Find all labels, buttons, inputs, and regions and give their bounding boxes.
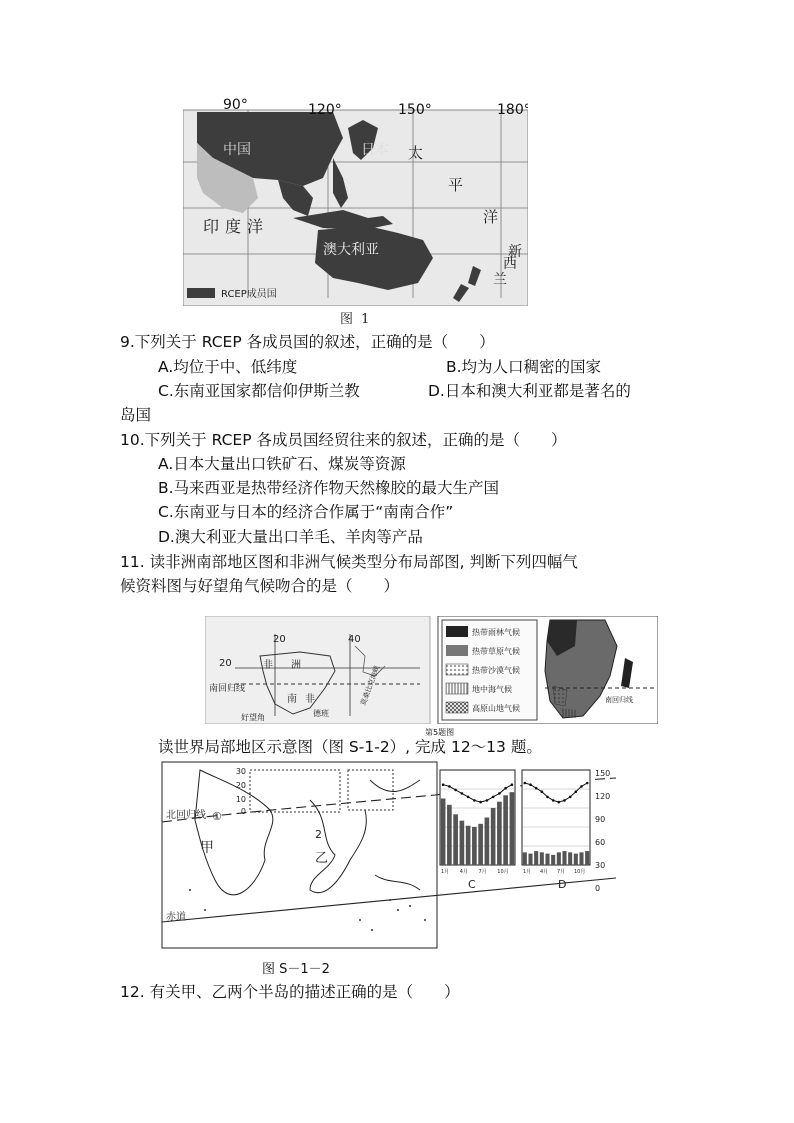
label-tropic-left: 南回归线 [209, 684, 246, 694]
label-australia: 澳大利亚 [323, 242, 379, 258]
precip-bar [557, 852, 561, 865]
temperature-point [479, 801, 482, 804]
label-nz-2: 西 [503, 256, 517, 272]
temperature-point [563, 799, 566, 802]
precip-bar [545, 854, 549, 865]
q10-stem: 10.下列关于 RCEP 各成员国经贸往来的叙述，正确的是（ ） [120, 431, 567, 449]
precip-bar [568, 852, 572, 865]
month-tick-label: 4月 [459, 869, 468, 875]
temperature-point [467, 796, 470, 799]
precip-bar [472, 827, 477, 865]
label-tropic-cancer: 北回归线 [166, 810, 206, 821]
precip-bar [510, 792, 515, 865]
chart-label-c: C [468, 878, 476, 891]
figure-1-map [183, 98, 528, 306]
label-jia: 甲 [200, 840, 214, 856]
q9-option-d: D.日本和澳大利亚都是著名的 [428, 382, 631, 400]
precip-bar [466, 826, 471, 865]
precip-bar [562, 851, 566, 865]
temperature-point [492, 796, 495, 799]
label-equator: 赤道 [166, 912, 186, 923]
lon-label-150: 150° [398, 102, 432, 118]
chart-label-d: D [558, 878, 567, 891]
month-tick-label: 7月 [557, 869, 566, 875]
temperature-point [552, 799, 555, 802]
temperature-point [558, 801, 561, 804]
figure-3 [160, 760, 618, 950]
month-tick-label: 4月 [540, 869, 549, 875]
precip-bar [585, 851, 589, 865]
africa-south-map-panel [205, 616, 430, 724]
precip-bar [478, 824, 483, 865]
lat-20-label: 20 [219, 658, 232, 669]
precip-bar [485, 818, 490, 866]
temperature-point [586, 782, 589, 785]
month-tick-label: 7月 [478, 869, 487, 875]
temperature-point [524, 782, 527, 785]
month-tick-label: 10月 [574, 869, 586, 875]
lon-label-180: 180° [497, 102, 528, 118]
month-tick-label: 1月 [523, 869, 532, 875]
temperature-point [473, 799, 476, 802]
temperature-point [442, 783, 445, 786]
figure-2 [205, 616, 658, 724]
precip-bar [441, 799, 446, 866]
precip-bar [491, 808, 496, 865]
q9-option-c: C.东南亚国家都信仰伊斯兰教 [158, 382, 360, 400]
label-nz-3: 兰 [493, 272, 507, 288]
precip-bar [574, 854, 578, 865]
q9-option-a: A.均位于中、低纬度 [158, 358, 298, 376]
precip-tick-90: 90 [595, 815, 606, 824]
precip-bar [460, 821, 465, 865]
q9-option-b: B.均为人口稠密的国家 [446, 358, 602, 376]
label-japan: 日本 [361, 142, 389, 158]
figure-2-svg [205, 616, 658, 724]
precip-bar [453, 814, 458, 865]
q10-option-a: A.日本大量出口铁矿石、煤炭等资源 [158, 455, 406, 473]
precip-bar [528, 854, 532, 865]
precip-bar [497, 802, 502, 865]
q11-line-1: 11. 读非洲南部地区图和非洲气候类型分布局部图, 判断下列四幅气 [120, 553, 578, 571]
lon-40-label: 40 [348, 634, 361, 645]
label-pacific-3: 洋 [483, 208, 499, 226]
precip-bar [579, 852, 583, 865]
label-indian-ocean: 印度洋 [203, 217, 270, 236]
figure-2-small-caption: 第5题图 [425, 728, 455, 737]
legend-highland: 高原山地气候 [472, 704, 520, 713]
precip-bar [534, 851, 538, 865]
precip-tick-150: 150 [595, 769, 611, 778]
label-pacific-2: 平 [448, 176, 464, 194]
label-nan: 南 [287, 694, 297, 705]
label-cape: 好望角 [241, 713, 265, 722]
temperature-point [575, 790, 578, 793]
label-nz-1: 新 [508, 244, 522, 260]
label-fei: 非 [263, 660, 273, 671]
label-yi: 乙 [315, 851, 329, 866]
legend-swatch [187, 288, 215, 298]
figure-1-caption: 图 1 [340, 312, 372, 327]
temperature-point [546, 796, 549, 799]
precip-bar [503, 795, 508, 865]
label-zhou: 洲 [291, 660, 301, 671]
label-pacific-1: 太 [408, 144, 424, 162]
temperature-point [454, 789, 457, 792]
precip-tick-60: 60 [595, 838, 606, 847]
climate-chart-d [522, 770, 590, 875]
q10-option-b: B.马来西亚是热带经济作物天然橡胶的最大生产国 [158, 479, 500, 497]
label-debang: 德班 [313, 709, 329, 718]
temperature-point [504, 787, 507, 790]
q9-option-d-cont: 岛国 [120, 406, 152, 424]
legend-mediterranean: 地中海气候 [472, 685, 512, 694]
precip-bar [523, 852, 527, 865]
precip-axis-label [542, 760, 611, 761]
temp-tick-20: 20 [235, 781, 246, 790]
legend-desert: 热带沙漠气候 [472, 666, 520, 675]
temp-axis-label [240, 760, 291, 761]
figure-3-caption: 图 S－1－2 [262, 962, 330, 977]
climate-chart-c [440, 770, 515, 875]
temperature-point [580, 785, 583, 788]
lon-label-120: 120° [308, 102, 342, 118]
q11-line-2: 候资料图与好望角气候吻合的是（ ） [120, 577, 400, 595]
legend-rainforest: 热带雨林气候 [472, 628, 520, 637]
label-china: 中国 [223, 142, 251, 158]
label-marker-2: 2 [315, 828, 322, 841]
temperature-point [535, 787, 538, 790]
chart-frame [522, 770, 590, 865]
month-tick-label: 10月 [497, 869, 509, 875]
temp-tick-10: 10 [235, 795, 246, 804]
temperature-point [498, 792, 501, 795]
label-fei2: 非 [305, 694, 315, 705]
lon-20-label: 20 [273, 634, 286, 645]
temperature-point [486, 799, 489, 802]
month-tick-label: 1月 [441, 869, 450, 875]
precip-tick-30: 30 [595, 861, 606, 870]
precip-tick-120: 120 [595, 792, 611, 801]
temperature-point [461, 792, 464, 795]
temperature-point [448, 785, 451, 788]
temp-tick-30: 30 [235, 767, 246, 776]
figure-1-svg [183, 98, 528, 306]
q10-option-d: D.澳大利亚大量出口羊毛、羊肉等产品 [158, 528, 423, 546]
q9-stem: 9.下列关于 RCEP 各成员国的叙述，正确的是（ ） [120, 333, 495, 351]
q12-stem: 12. 有关甲、乙两个半岛的描述正确的是（ ） [120, 983, 460, 1001]
precip-bar [540, 852, 544, 865]
temperature-point [511, 783, 514, 786]
legend-savanna: 热带草原气候 [472, 647, 520, 656]
temperature-point [529, 783, 532, 786]
temperature-point [541, 790, 544, 793]
lon-label-90: 90° [223, 98, 248, 113]
legend-label: RCEP成员国 [221, 289, 277, 300]
precip-bar [551, 855, 555, 865]
figure-3-svg [160, 760, 618, 950]
precip-bar [447, 805, 452, 865]
precip-tick-0: 0 [595, 884, 601, 893]
temperature-point [569, 796, 572, 799]
q10-option-c: C.东南亚与日本的经济合作属于“南南合作” [158, 503, 454, 521]
label-current: 莫桑比克海峡 [359, 664, 382, 707]
intro-12-13: 读世界局部地区示意图（图 S-1-2）, 完成 12～13 题。 [158, 738, 542, 756]
label-tropic-right: 南回归线 [605, 696, 633, 704]
label-marker-1: ① [212, 810, 222, 823]
temp-tick-0: 0 [240, 807, 246, 816]
